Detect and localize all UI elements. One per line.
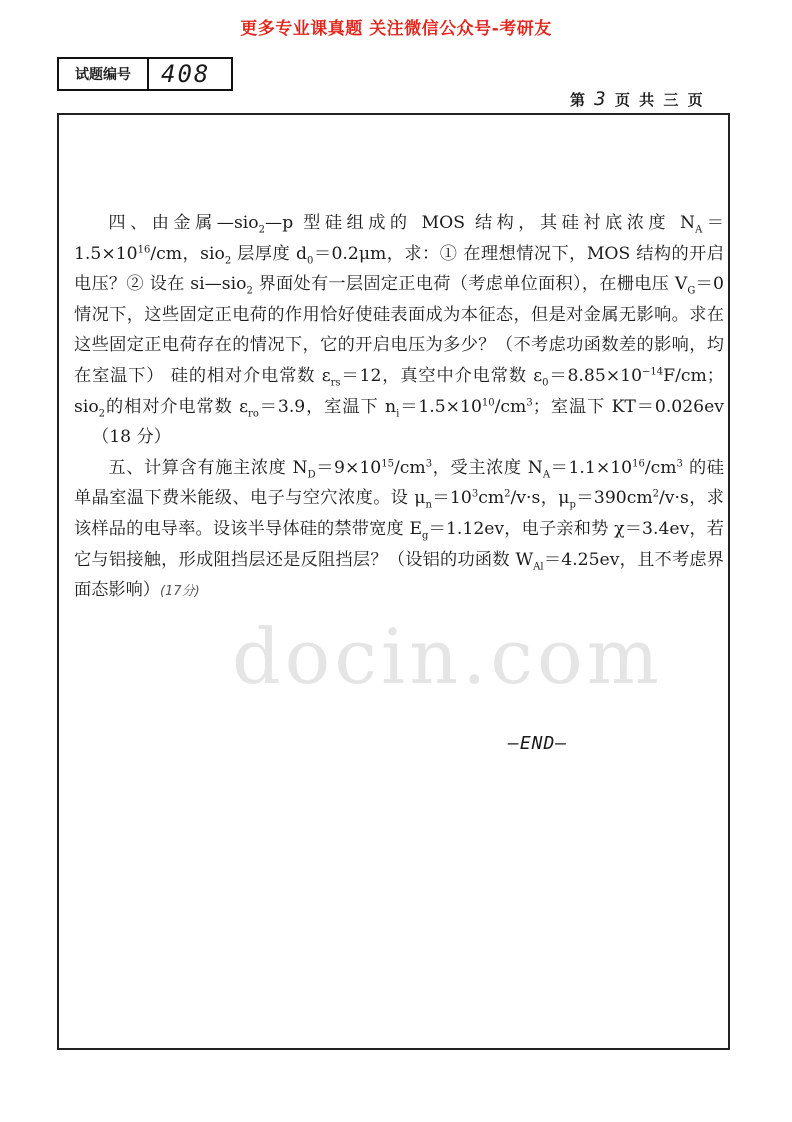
q4-text: ＝12，真空中介电常数 ε bbox=[340, 365, 543, 386]
q5-text: 五、计算含有施主浓度 N bbox=[108, 457, 308, 478]
q4-text: ＝3.9，室温下 n bbox=[258, 396, 397, 417]
q5-text: 的硅单晶室温下费米能级、电子与空穴浓度。设 μ bbox=[74, 457, 724, 509]
page-indicator bbox=[570, 88, 703, 110]
exam-code-box bbox=[57, 57, 233, 91]
q5-text: ＝1.12ev，电子亲和势 χ＝3.4ev，若它与铝接触，形成阻挡层还是反阻挡层？（设铝的功函数 W bbox=[74, 518, 724, 570]
q5-text: ＝1.1×10 bbox=[550, 457, 633, 478]
end-mark: —END— bbox=[508, 733, 568, 754]
q4-sub: A bbox=[695, 224, 703, 236]
q5-sup: 3 bbox=[471, 488, 479, 500]
q4-sub: 2 bbox=[98, 408, 106, 419]
q4-sub: 2 bbox=[246, 285, 253, 297]
q5-sub: g bbox=[422, 530, 429, 542]
q4-sub: ro bbox=[248, 408, 259, 419]
q4-score: （18 分） bbox=[92, 427, 171, 448]
q4-text: 的相对介电常数 ε bbox=[105, 396, 249, 417]
q5-sup: 2 bbox=[504, 488, 511, 500]
q5-text: ＝4.25ev，且不考虑界面态影响） bbox=[74, 549, 724, 601]
q4-sup: 16 bbox=[137, 243, 151, 255]
q4-text: ＝1.5×10 bbox=[399, 396, 482, 417]
q4-sub: 0 bbox=[542, 377, 549, 389]
q5-sub: Al bbox=[533, 560, 544, 572]
q4-text: ＝1.5×10 bbox=[74, 213, 724, 264]
q4-text: /cm bbox=[494, 396, 527, 417]
q5-text: ＝9×10 bbox=[315, 457, 382, 478]
q5-sub: A bbox=[542, 469, 551, 481]
q5-sub: n bbox=[425, 499, 432, 511]
q4-text: F/cm；sio bbox=[74, 365, 724, 417]
page-total: 三 bbox=[663, 91, 679, 109]
page-prefix: 第 bbox=[570, 91, 586, 109]
q4-sub: 2 bbox=[224, 255, 232, 267]
q5-text: ，受主浓度 N bbox=[432, 457, 543, 478]
q4-text: ＝8.85×10 bbox=[548, 365, 643, 386]
q4-text: —p 型硅组成的 MOS 结构，其硅衬底浓度 N bbox=[265, 213, 696, 233]
question-4 bbox=[74, 208, 724, 453]
q4-sub: 0 bbox=[307, 255, 314, 267]
q5-sup: 3 bbox=[425, 458, 433, 470]
page-current: 3 bbox=[594, 88, 606, 110]
q5-sub: D bbox=[307, 469, 316, 481]
q5-text: /cm bbox=[644, 457, 677, 478]
page-mid: 页 共 bbox=[614, 91, 655, 109]
q5-score: (17分) bbox=[159, 584, 200, 600]
q4-sup: 10 bbox=[481, 396, 495, 408]
q5-text: ＝390cm bbox=[575, 488, 653, 509]
q4-sub: G bbox=[687, 285, 696, 297]
q5-sup: 2 bbox=[652, 488, 659, 500]
q5-text: /v·s，μ bbox=[510, 488, 570, 509]
q4-text: ＝0.2μm，求：① 在理想情况下，MOS 结构的开启电压？② 设在 si—sio bbox=[74, 243, 724, 295]
exam-code-value: 408 bbox=[161, 60, 211, 88]
q4-sup: 3 bbox=[526, 396, 533, 408]
q5-text: ＝10 bbox=[431, 488, 472, 509]
q4-sub: 2 bbox=[258, 224, 266, 236]
question-body bbox=[74, 208, 724, 608]
q4-text: 层厚度 d bbox=[231, 243, 308, 264]
q5-text: /cm bbox=[393, 457, 426, 478]
q4-text: 四、由金属—sio bbox=[108, 213, 259, 233]
q4-sub: i bbox=[396, 408, 400, 419]
q5-sup: 15 bbox=[381, 458, 394, 470]
q4-text: 界面处有一层固定正电荷（考虑单位面积），在栅电压 V bbox=[252, 274, 688, 295]
question-5 bbox=[74, 453, 724, 608]
q5-sub: p bbox=[569, 499, 576, 511]
watermark: docin.com bbox=[232, 612, 663, 701]
q4-sub: rs bbox=[330, 377, 341, 389]
q5-sup: 16 bbox=[632, 458, 645, 470]
q5-sup: 3 bbox=[676, 458, 683, 470]
top-banner: 更多专业课真题 关注微信公众号-考研友 bbox=[240, 19, 552, 39]
q4-sup: −14 bbox=[642, 366, 664, 378]
q5-text: cm bbox=[478, 488, 505, 509]
q4-text: ＝0 情况下，这些固定正电荷的作用恰好使硅表面成为本征态，但是对金属无影响。求在这些固定正电荷存在的情况下，它的开启电压为多少？（不考虑功函数差的影响，均在室温下） 硅的相对介电常数 ε bbox=[74, 274, 724, 386]
exam-code-label: 试题编号 bbox=[59, 59, 149, 89]
page-suffix: 页 bbox=[687, 91, 703, 109]
q5-text: /v·s，求该样品的电导率。设该半导体硅的禁带宽度 E bbox=[74, 488, 724, 539]
q4-text: /cm，sio bbox=[150, 243, 225, 264]
q4-text: ；室温下 KT＝0.026ev bbox=[532, 396, 724, 417]
